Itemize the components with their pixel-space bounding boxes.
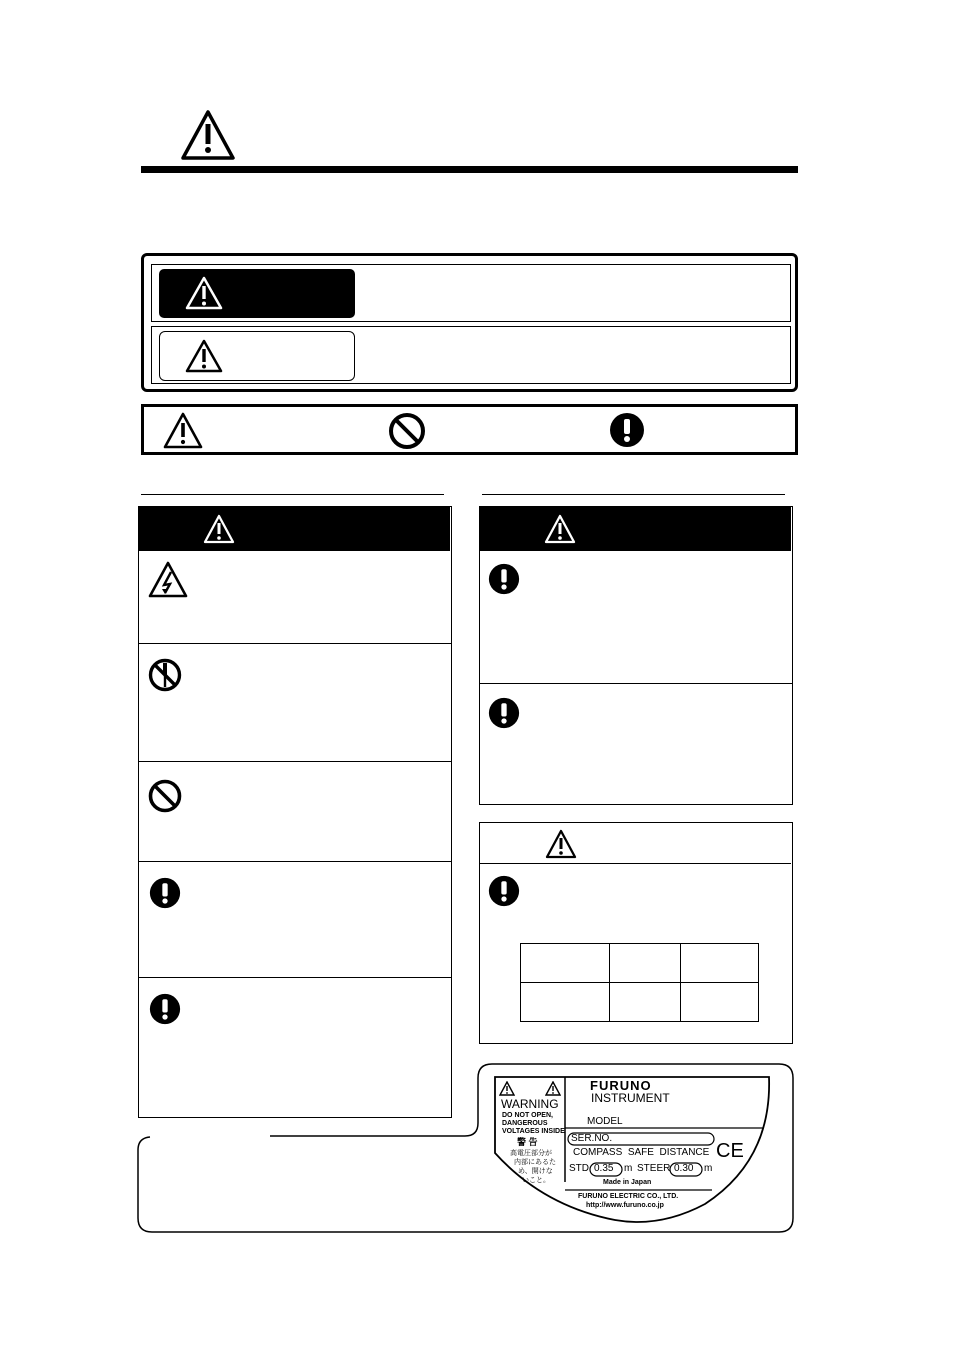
warning-triangle-icon xyxy=(545,1081,561,1096)
plate-std-unit: m xyxy=(624,1163,633,1174)
plate-url: http://www.furuno.co.jp xyxy=(586,1202,664,1209)
plate-model-label: MODEL xyxy=(587,1116,623,1127)
plate-warning-line-1: DO NOT OPEN, xyxy=(502,1112,553,1119)
plate-jp-line-1: 高電圧部分が xyxy=(510,1150,552,1157)
plate-compass-line: COMPASS SAFE DISTANCE xyxy=(573,1147,710,1158)
plate-jp-line-3: め、開けな xyxy=(518,1168,553,1175)
plate-steer-unit: m xyxy=(704,1163,713,1174)
plate-warning-line-3: VOLTAGES INSIDE xyxy=(502,1128,565,1135)
warning-triangle-icon xyxy=(499,1081,515,1096)
plate-brand-logo: FURUNO xyxy=(590,1078,652,1093)
plate-jp-line-4: いこと。 xyxy=(522,1177,550,1184)
plate-maker: FURUNO ELECTRIC CO., LTD. xyxy=(578,1193,679,1200)
plate-made-in: Made in Japan xyxy=(603,1179,652,1186)
plate-warning-line-2: DANGEROUS xyxy=(502,1120,548,1127)
plate-std-value: 0.35 xyxy=(594,1163,614,1174)
plate-warning-title: WARNING xyxy=(501,1097,559,1111)
plate-std-label: STD xyxy=(569,1163,589,1174)
plate-steer-label: STEER xyxy=(637,1163,671,1174)
plate-instrument: INSTRUMENT xyxy=(591,1091,670,1105)
plate-ce-mark: CE xyxy=(716,1140,744,1162)
plate-serial-label: SER.NO. xyxy=(571,1133,613,1144)
plate-steer-value: 0.30 xyxy=(674,1163,694,1174)
plate-jp-title: 警 告 xyxy=(517,1137,538,1147)
plate-jp-line-2: 内部にあるた xyxy=(514,1159,556,1166)
